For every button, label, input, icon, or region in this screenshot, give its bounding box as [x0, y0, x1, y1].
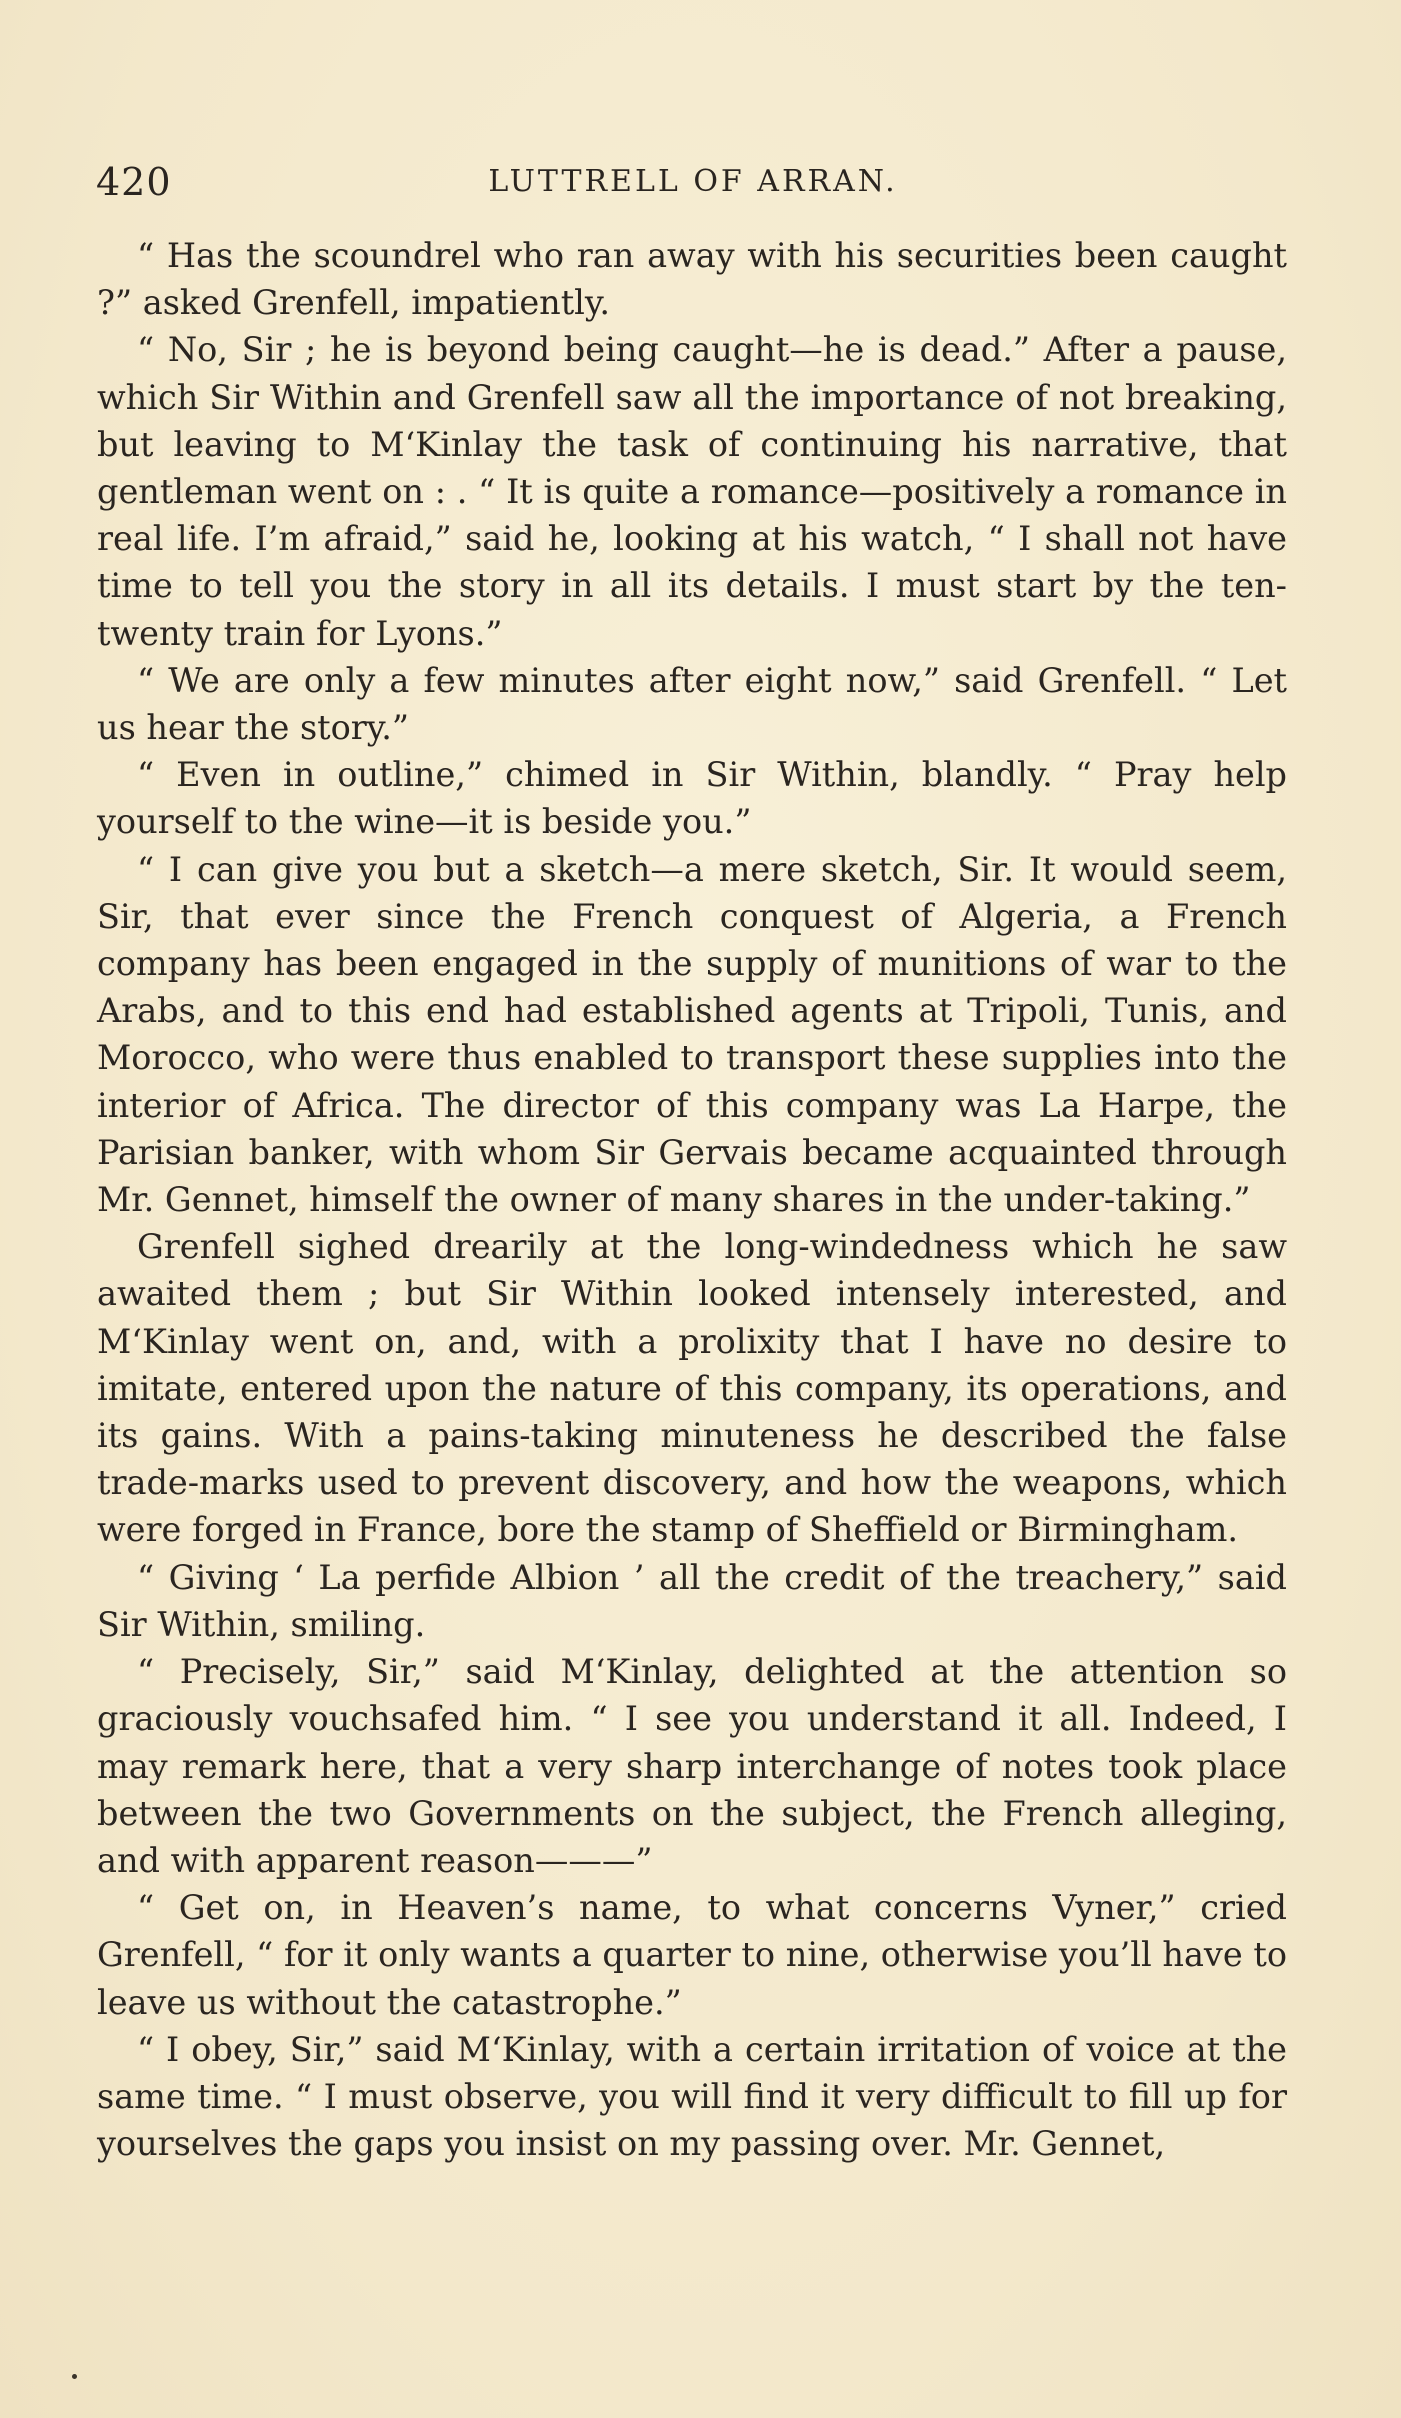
paragraph: “ We are only a few minutes after eight now,” said Grenfell. “ Let us hear the story.”: [97, 660, 1287, 748]
paragraph: “ Giving ‘ La perfide Albion ’ all the credit of the treachery,” said Sir Within, smiling.: [97, 1557, 1287, 1644]
paragraph: “ Get on, in Heaven’s name, to what concerns Vyner,” cried Grenfell, “ for it only wants a quarter to nine, otherwise you’ll have to leave us without the catastrophe.”: [97, 1888, 1287, 2022]
paragraph: “ Even in outline,” chimed in Sir Within, blandly. “ Pray help yourself to the wine—it is beside you.”: [97, 755, 1287, 842]
page-number: 420: [96, 160, 172, 204]
paragraph: “ I obey, Sir,” said M‘Kinlay, with a certain irritation of voice at the same time. “ I must observe, you will find it very difficult to fill up for yourselves the gaps you insist on my passing over. Mr. Gennet,: [97, 2029, 1287, 2164]
running-title: LUTTRELL OF ARRAN.: [488, 164, 898, 199]
body-text: [97, 232, 1287, 2167]
paragraph: Grenfell sighed drearily at the long-windedness which he saw awaited them ; but Sir Within looked intensely interested, and M‘Kinlay went on, and, with a prolixity that I have no desire to imitate, entered upon the nature of this company, its operations, and its gains. With a pains-taking minuteness he described the false trade-marks used to prevent discovery, and how the weapons, which were forged in France, bore the stamp of Sheffield or Birmingham.: [97, 1227, 1287, 1550]
page-header: [96, 160, 1290, 210]
ink-speck: [72, 2374, 77, 2379]
paragraph: “ No, Sir ; he is beyond being caught—he is dead.” After a pause, which Sir Within and Grenfell saw all the importance of not breaking, but leaving to M‘Kinlay the task of continuing his narrative, that gentleman went on : . “ It is quite a romance—positively a romance in real life. I’m afraid,” said he, looking at his watch, “ I shall not have time to tell you the story in all its details. I must start by the ten-twenty train for Lyons.”: [97, 330, 1287, 653]
paragraph: “ Has the scoundrel who ran away with his securities been caught ?” asked Grenfell, impatiently.: [97, 236, 1287, 323]
paragraph: “ I can give you but a sketch—a mere sketch, Sir. It would seem, Sir, that ever since the French conquest of Algeria, a French company has been engaged in the supply of munitions of war to the Arabs, and to this end had established agents at Tripoli, Tunis, and Morocco, who were thus enabled to transport these supplies into the interior of Africa. The director of this company was La Harpe, the Parisian banker, with whom Sir Gervais became acquainted through Mr. Gennet, himself the owner of many shares in the under-taking.”: [97, 849, 1287, 1220]
paragraph: “ Precisely, Sir,” said M‘Kinlay, delighted at the attention so graciously vouchsafed him. “ I see you understand it all. Indeed, I may remark here, that a very sharp interchange of notes took place between the two Governments on the subject, the French alleging, and with apparent reason———”: [97, 1652, 1287, 1880]
